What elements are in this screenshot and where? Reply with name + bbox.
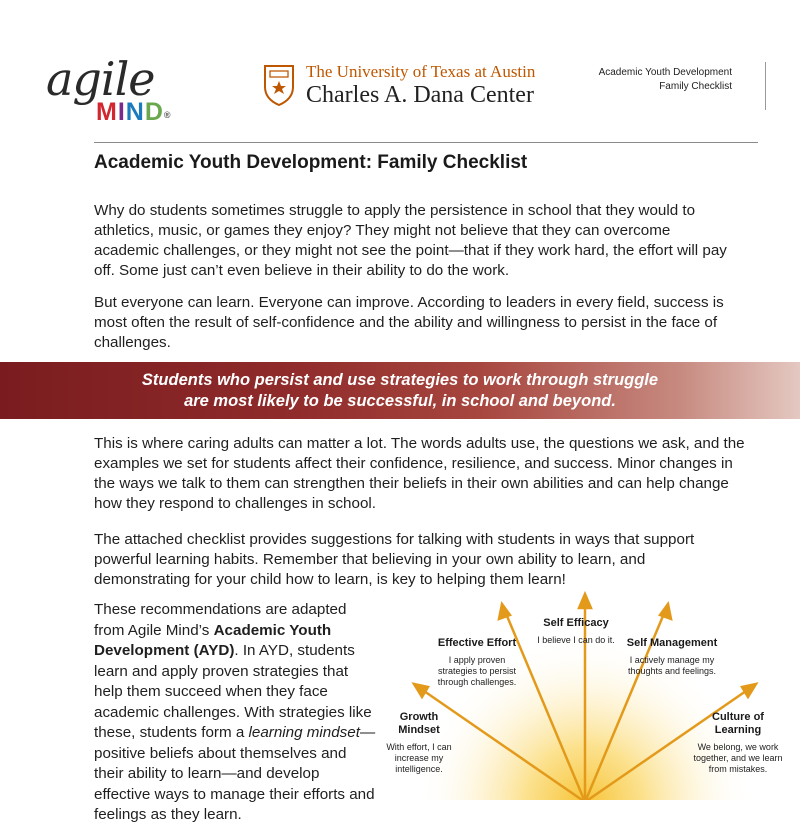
culture-of-learning-desc: We belong, we work together, and we learn from mistakes. <box>693 742 783 774</box>
self-efficacy-label <box>528 617 624 646</box>
effective-effort-label <box>432 637 522 688</box>
document-label <box>599 66 732 94</box>
self-efficacy-title: Self Efficacy <box>543 617 609 629</box>
intro-paragraph-1: Why do students sometimes struggle to apply the persistence in school that they would to athletics, music, or games they enjoy? They might not believe that they can overcome academic challenges, or they might not see the point—that if they work hard, the effort will pay off. Some just can’t even believe in their ability to do the work. <box>94 202 727 279</box>
ayd-text-1: These recommendations are adapted from Agile Mind’s <box>94 601 347 639</box>
agile-mind-logo <box>46 52 196 130</box>
dana-center-name: Charles A. Dana Center <box>306 82 534 108</box>
body-paragraph-3: This is where caring adults can matter a lot. The words adults use, the questions we ask, and the examples we set for students affect their confidence, resilience, and success. Minor changes in the ways we talk to them can strengthen their beliefs in their own abilities and can help change how they respond to challenges in school. <box>94 435 745 512</box>
registered-mark: ® <box>163 110 172 120</box>
logo-letter-i: I <box>117 98 126 126</box>
callout-line-2: are most likely to be successful, in school and beyond. <box>184 392 616 410</box>
ayd-description <box>94 600 379 826</box>
logo-word-agile: agile <box>46 52 155 106</box>
callout-line-1: Students who persist and use strategies to work through struggle <box>141 371 659 389</box>
culture-of-learning-title: Culture of Learning <box>712 711 764 736</box>
document-label-line1: Academic Youth Development <box>598 67 732 78</box>
effective-effort-title: Effective Effort <box>437 637 517 649</box>
learning-mindset-graphic <box>380 580 800 800</box>
document-label-line2: Family Checklist <box>659 81 732 92</box>
logo-letter-d: D <box>144 98 164 126</box>
callout-text <box>0 370 800 412</box>
learning-mindset-term: learning mindset <box>248 724 360 741</box>
self-efficacy-desc: I believe I can do it. <box>537 635 615 645</box>
header-divider <box>765 62 766 110</box>
ut-university-name: The University of Texas at Austin <box>306 62 536 81</box>
logo-letter-n: N <box>125 98 145 126</box>
growth-mindset-desc: With effort, I can increase my intelligence. <box>386 742 452 774</box>
callout-banner <box>0 362 800 419</box>
effective-effort-desc: I apply proven strategies to persist through challenges. <box>437 655 517 687</box>
growth-mindset-title: Growth Mindset <box>398 711 440 736</box>
page-title: Academic Youth Development: Family Checklist <box>94 152 528 173</box>
logo-word-mind <box>96 98 172 127</box>
body-paragraph-4: The attached checklist provides suggestions for talking with students in ways that support powerful learning habits. Remember that believing in your own ability to learn, and demonstrating for your child how to learn, is key to helping them learn! <box>94 531 695 588</box>
ayd-text-3: —positive beliefs about themselves and their ability to learn—and develop effective ways to manage their efforts and feelings as they learn. <box>94 724 376 823</box>
intro-paragraph-2: But everyone can learn. Everyone can improve. According to leaders in every field, success is most often the result of self-confidence and the ability and willingness to persist in the face of challenges. <box>94 294 724 351</box>
self-management-title: Self Management <box>626 637 718 649</box>
ayd-text-2: . In AYD, students learn and apply proven strategies that help them succeed when they face academic challenges. With strategies like these, students form a <box>94 642 372 741</box>
culture-of-learning-label <box>692 711 784 775</box>
ut-seal-icon <box>262 63 296 107</box>
ayd-program-name: Academic Youth Development (AYD) <box>94 621 332 659</box>
header-rule <box>94 142 758 143</box>
self-management-label <box>612 637 732 677</box>
ut-wordmark <box>306 62 535 108</box>
logo-letter-m: M <box>96 98 118 126</box>
self-management-desc: I actively manage my thoughts and feelings. <box>627 655 717 676</box>
growth-mindset-label <box>378 711 460 775</box>
